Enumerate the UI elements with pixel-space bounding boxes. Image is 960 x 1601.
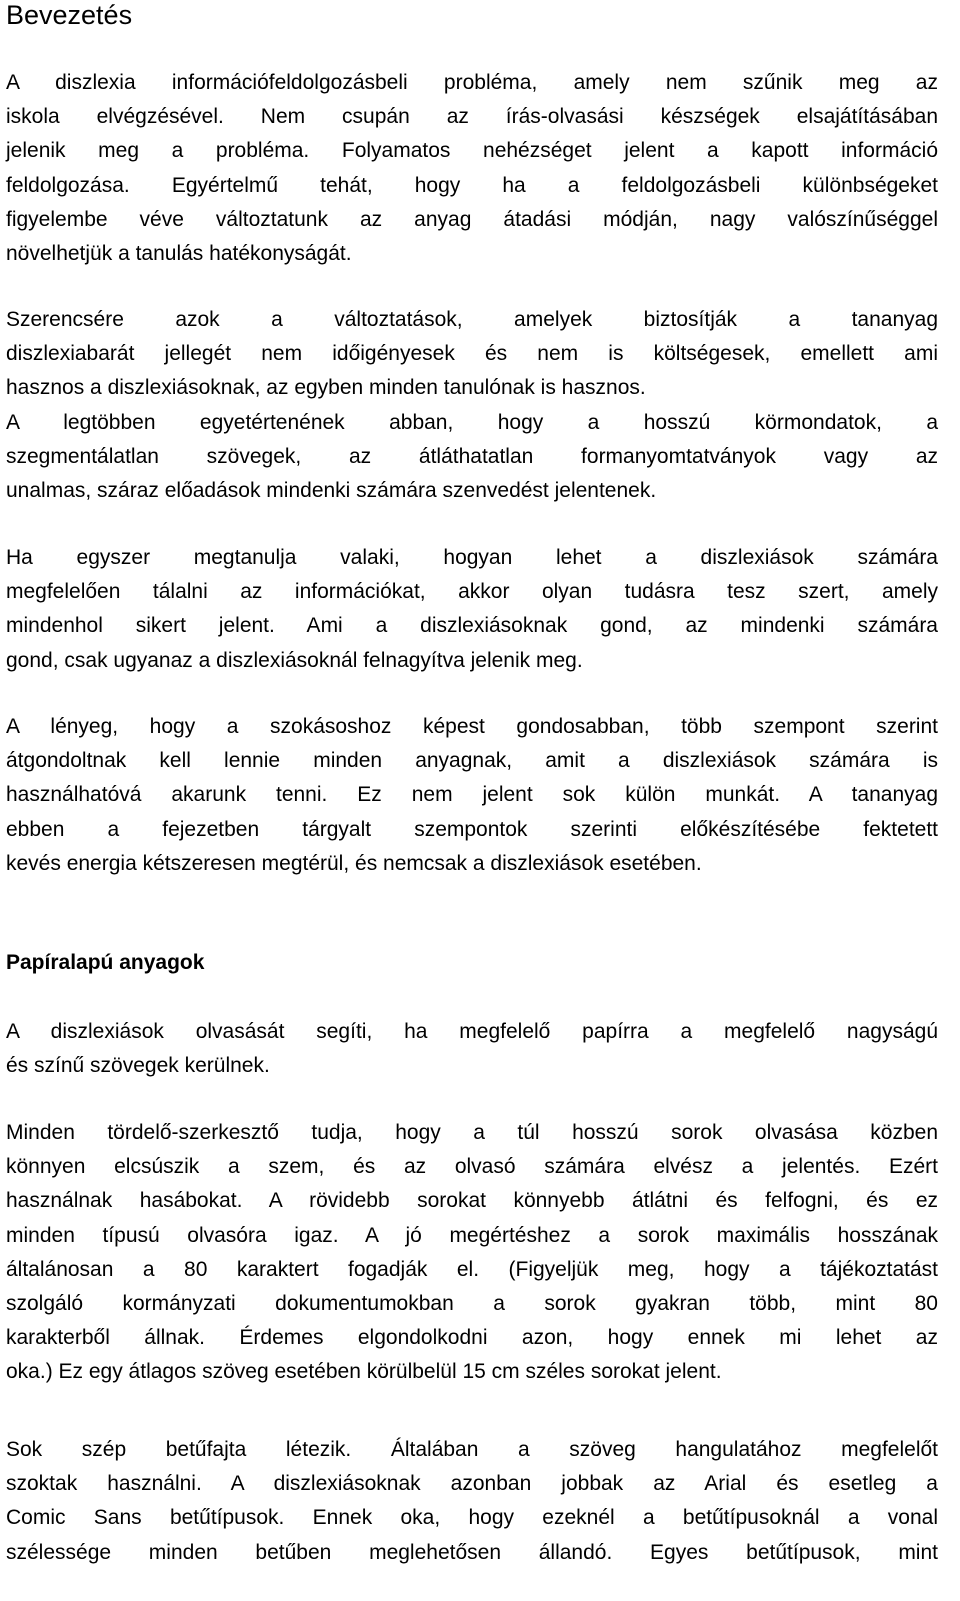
text-line: átgondoltnak kell lennie minden anyagnak, amit a diszlexiások számára is xyxy=(6,749,938,773)
text-line: növelhetjük a tanulás hatékonyságát. xyxy=(6,241,352,265)
text-line: A diszlexia információfeldolgozásbeli probléma, amely nem szűnik meg az xyxy=(6,71,938,94)
section-heading: Papíralapú anyagok xyxy=(6,951,205,974)
text-line: szoktak használni. A diszlexiásoknak azonban jobbak az Arial és esetleg a xyxy=(6,1472,938,1496)
text-line: ebben a fejezetben tárgyalt szempontok szerinti előkészítésébe fektetett xyxy=(6,817,938,841)
text-line: Sok szép betűfajta létezik. Általában a szöveg hangulatához megfelelőt xyxy=(6,1438,938,1461)
paragraph-section-2 xyxy=(6,1116,938,1390)
text-line: könnyen elcsúszik a szem, és az olvasó számára elvész a jelentés. Ezért xyxy=(6,1155,938,1179)
text-line: általánosan a 80 karaktert fogadják el. (Figyeljük meg, hogy a tájékoztatást xyxy=(6,1257,938,1281)
text-line: használnak hasábokat. A rövidebb sorokat könnyebb átlátni és felfogni, és ez xyxy=(6,1189,938,1213)
paragraph-section-1 xyxy=(6,1015,938,1083)
text-line: Comic Sans betűtípusok. Ennek oka, hogy ezeknél a betűtípusoknál a vonal xyxy=(6,1506,938,1530)
text-line: és színű szövegek kerülnek. xyxy=(6,1054,270,1078)
text-line: mindenhol sikert jelent. Ami a diszlexiásoknak gond, az mindenki számára xyxy=(6,614,938,638)
text-line: figyelembe véve változtatunk az anyag átadási módján, nagy valószínűséggel xyxy=(6,207,938,231)
text-line: szolgáló kormányzati dokumentumokban a sorok gyakran több, mint 80 xyxy=(6,1291,938,1315)
text-line: karakterből állnak. Érdemes elgondolkodni azon, hogy ennek mi lehet az xyxy=(6,1326,938,1350)
text-line: gond, csak ugyanaz a diszlexiásoknál felnagyítva jelenik meg. xyxy=(6,648,583,672)
text-line: megfelelően tálalni az információkat, akkor olyan tudásra tesz szert, amely xyxy=(6,580,938,604)
text-line: szélessége minden betűben meglehetősen állandó. Egyes betűtípusok, mint xyxy=(6,1540,938,1564)
page-title: Bevezetés xyxy=(6,0,133,30)
text-line: iskola elvégzésével. Nem csupán az írás-olvasási készségek elsajátításában xyxy=(6,105,938,129)
text-line: unalmas, száraz előadások mindenki számára szenvedést jelentenek. xyxy=(6,478,657,502)
text-line: feldolgozása. Egyértelmű tehát, hogy ha a feldolgozásbeli különbségeket xyxy=(6,173,938,197)
text-line: szegmentálatlan szövegek, az átláthatatlan formanyomtatványok vagy az xyxy=(6,444,938,468)
text-line: diszlexiabarát jellegét nem időigényesek és nem is költségesek, emellett ami xyxy=(6,342,938,366)
paragraph-intro-1 xyxy=(6,66,938,271)
text-line: A lényeg, hogy a szokásoshoz képest gondosabban, több szempont szerint xyxy=(6,715,938,738)
text-line: A diszlexiások olvasását segíti, ha megfelelő papírra a megfelelő nagyságú xyxy=(6,1020,938,1043)
text-line: minden típusú olvasóra igaz. A jó megértéshez a sorok maximális hosszának xyxy=(6,1223,938,1247)
text-line: A legtöbben egyetértenének abban, hogy a hosszú körmondatok, a xyxy=(6,410,938,434)
text-line: használhatóvá akarunk tenni. Ez nem jelent sok külön munkát. A tananyag xyxy=(6,783,938,807)
text-line: Minden tördelő-szerkesztő tudja, hogy a túl hosszú sorok olvasása közben xyxy=(6,1121,938,1144)
text-line: oka.) Ez egy átlagos szöveg esetében körülbelül 15 cm széles sorokat jelent. xyxy=(6,1360,722,1384)
text-line: hasznos a diszlexiásoknak, az egyben minden tanulónak is hasznos. xyxy=(6,376,646,400)
text-line: Szerencsére azok a változtatások, amelyek biztosítják a tananyag xyxy=(6,308,938,331)
text-line: jelenik meg a probléma. Folyamatos nehézséget jelent a kapott információ xyxy=(6,139,938,163)
paragraph-intro-3 xyxy=(6,541,938,678)
text-line: Ha egyszer megtanulja valaki, hogyan lehet a diszlexiások számára xyxy=(6,546,938,569)
paragraph-intro-2 xyxy=(6,303,938,508)
paragraph-intro-4 xyxy=(6,710,938,881)
paragraph-section-3 xyxy=(6,1433,938,1570)
text-line: kevés energia kétszeresen megtérül, és nemcsak a diszlexiások esetében. xyxy=(6,851,702,875)
